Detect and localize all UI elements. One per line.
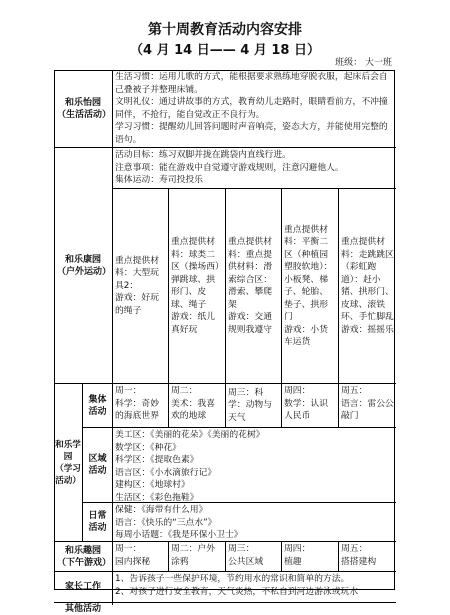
kangyuan-day-4: 重点提供材料：平衡二区（种植园塑胶软地）：小板凳、梯子、轮胎、垫子、拱形门 游戏：小货车运货 — [281, 188, 338, 383]
class-label: 班级： 大一班 — [335, 58, 392, 68]
page-title: 第十周教育活动内容安排 — [148, 22, 302, 38]
yiyuan-label: 和乐怡园 （生活活动） — [57, 97, 112, 120]
daily-line: 每周小话题：《我是环保小卫士》 — [115, 530, 243, 540]
daily-activity-label: 日常活动 — [82, 502, 112, 541]
daily-line: 保健：《海带有什么用》 — [115, 505, 208, 515]
xiyuan-day-1: 周一： 园内探秘 — [112, 541, 168, 571]
area-activity-label: 区域活动 — [82, 427, 112, 502]
group-day-1: 周一： 科学：奇妙的海底世界 — [112, 383, 168, 427]
kangyuan-label: 和乐康园 （户外运动） — [54, 147, 112, 383]
area-line: 生活区：《彩色拖鞋》 — [115, 492, 199, 503]
group-activity-label: 集体活动 — [82, 383, 112, 427]
other-content — [112, 602, 396, 605]
group-day-4: 周四： 数学：认识人民币 — [281, 383, 338, 427]
area-line: 语言区：《小水滴旅行记》 — [115, 467, 217, 478]
parents-content — [112, 571, 396, 602]
area-line: 建构区：《地球村》 — [115, 480, 190, 490]
xiyuan-label: 和乐趣园 （下午游戏） — [54, 541, 112, 571]
kangyuan-intro — [112, 147, 396, 188]
yiyuan-line: 文明礼仪：通过讲故事的方式，教育幼儿走路时，眼睛看前方，不冲撞同伴，不抢行，能自觉改正不良行为。 — [115, 97, 388, 120]
parents-line: 1、告诉孩子一些保护环境，节约用水的常识和简单的方法。 — [115, 574, 350, 584]
xiyuan-day-4: 周四： 植趣 — [281, 541, 338, 571]
area-line: 数学区：《种花》 — [115, 442, 181, 453]
kangyuan-day-3: 重点提供材料：重点提供材料：滑索综合区：滑索、攀爬架 游戏：交通规则我遵守 — [225, 188, 281, 383]
kangyuan-day-2: 重点提供材料：球类二区（操场西）弹跳球、拱形门、皮球、绳子 游戏：纸儿真好玩 — [168, 188, 225, 383]
group-day-5: 周五： 语言：雷公公敲门 — [338, 383, 396, 427]
xiyuan-day-5: 周五： 搭搭建构 — [338, 541, 396, 571]
area-activity-content — [112, 427, 396, 502]
schedule-table — [54, 70, 395, 614]
kangyuan-line: 活动目标：练习双脚并拢在跳袋内直线行进。 — [115, 150, 291, 160]
daily-activity-content — [112, 502, 396, 541]
date-range: （4 月 14 日—— 4 月 18 日） — [130, 43, 320, 58]
yiyuan-line: 生活习惯：运用儿歌的方式，能根据要求熟练地穿脱衣服，起床后会自己叠被子并整理床铺。 — [115, 72, 388, 95]
kangyuan-day-5: 重点提供材料：走跳跳区（彩虹跑道）：赶小猪、拱形门、皮球、滚铁环、手忙脚乱 游戏：摇摇乐 — [338, 188, 396, 383]
yiyuan-line: 学习习惯：提醒幼儿回答问题时声音响亮，姿态大方，并能使用完整的语句。 — [115, 122, 388, 145]
area-line: 科学区：《提取色素》 — [115, 455, 199, 465]
other-label: 其他活动 — [54, 602, 112, 615]
kangyuan-day-1: 重点提供材料：大型玩具2： 游戏：好玩的绳子 — [112, 188, 168, 383]
parents-line: 2、对孩子进行安全教育，天气炎热，不私自到河边游泳或玩水 — [115, 586, 359, 597]
yiyuan-content — [112, 70, 396, 147]
xiyuan-day-2: 周二：户外涂鸦 — [168, 541, 225, 571]
kangyuan-line: 集体运动：寿司投投乐 — [115, 175, 203, 185]
daily-line: 语言：《快乐的“三点水”》 — [115, 517, 217, 528]
xueyuan-label: 和乐学园 （学习活动） — [54, 383, 82, 541]
parents-label: 家长工作 — [54, 571, 112, 602]
group-day-3: 周三：科学：动物与天气 — [225, 383, 281, 427]
kangyuan-line: 注意事项：能在游戏中自觉遵守游戏规则，注意闪避他人。 — [115, 162, 344, 173]
xiyuan-day-3: 周三： 公共区域 — [225, 541, 281, 571]
area-line: 美工区：《美丽的花朵》《美丽的花树》 — [115, 430, 265, 440]
group-day-2: 周二： 美术：我喜欢的地球 — [168, 383, 225, 427]
